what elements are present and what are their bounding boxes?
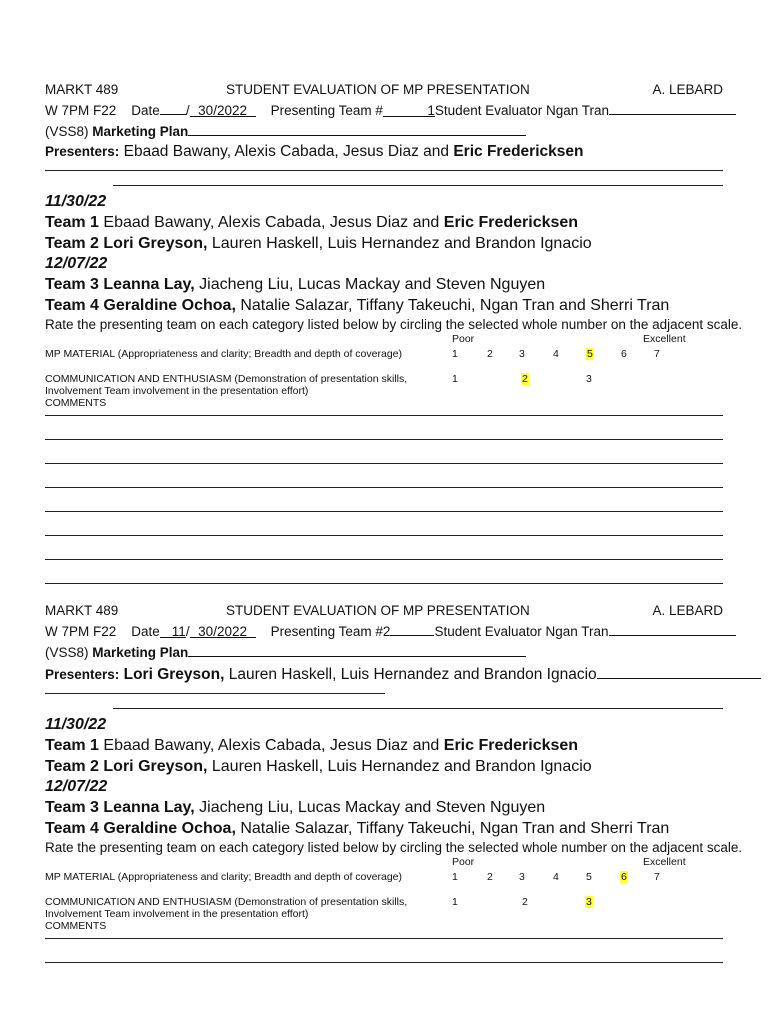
mp-score-4[interactable]: 4	[553, 871, 559, 883]
mp-score-2[interactable]: 2	[487, 871, 493, 883]
communication-label: COMMUNICATION AND ENTHUSIASM (Demonstration of presentation skills,	[45, 896, 408, 908]
comment-line[interactable]	[45, 938, 723, 939]
mp-score-6-selected[interactable]: 6	[621, 871, 627, 883]
mp-score-5-selected[interactable]: 5	[587, 348, 593, 360]
form-heading: STUDENT EVALUATION OF MP PRESENTATION	[226, 603, 530, 618]
communication-scale	[45, 896, 723, 934]
comment-line[interactable]	[45, 511, 723, 512]
team-line: Team 1 Ebaad Bawany, Alexis Cabada, Jesus Diaz and Eric Fredericksen	[45, 214, 579, 231]
team-line: Team 4 Geraldine Ochoa, Natalie Salazar, Tiffany Takeuchi, Ngan Tran and Sherri Tran	[45, 820, 670, 837]
excellent-label: Excellent	[643, 856, 686, 868]
presenters-row	[45, 663, 723, 685]
vss-label: (VSS8)	[45, 645, 89, 660]
communication-label-cont: Involvement Team involvement in the presentation effort)	[45, 385, 309, 397]
instructor-name: A. LEBARD	[652, 82, 723, 97]
presenters-bold-name: Eric Fredericksen	[453, 143, 584, 160]
evaluation-form-1	[45, 80, 743, 584]
presenters-row	[45, 142, 723, 162]
instructor-name: A. LEBARD	[652, 603, 723, 618]
mp-score-3[interactable]: 3	[519, 348, 525, 360]
evaluation-form-2	[45, 601, 743, 963]
divider-line	[45, 170, 723, 171]
date-label: Date	[131, 624, 160, 639]
poor-label: Poor	[452, 333, 475, 345]
marketing-plan-field[interactable]	[188, 641, 526, 657]
marketing-plan-row	[45, 120, 723, 141]
marketing-plan-label: Marketing Plan	[92, 124, 189, 139]
date-month-field[interactable]	[160, 99, 186, 115]
date-value-field[interactable]: 30/2022	[190, 101, 256, 117]
communication-scale	[45, 373, 723, 411]
presenting-team-field[interactable]: 1	[383, 101, 435, 117]
comm-score-3-selected[interactable]: 3	[586, 896, 592, 908]
team-line: Team 1 Ebaad Bawany, Alexis Cabada, Jesus Diaz and Eric Fredericksen	[45, 737, 579, 754]
comment-line[interactable]	[45, 463, 723, 464]
mp-score-1[interactable]: 1	[452, 871, 458, 883]
comment-line[interactable]	[45, 559, 723, 560]
mp-score-5[interactable]: 5	[586, 871, 592, 883]
comm-score-2[interactable]: 2	[522, 896, 528, 908]
section-label: W 7PM F22	[45, 624, 117, 639]
date-team-evaluator-row	[45, 99, 723, 120]
mp-score-1[interactable]: 1	[452, 348, 458, 360]
comm-score-1[interactable]: 1	[452, 373, 458, 385]
schedule-date: 12/07/22	[45, 778, 108, 795]
presenting-team-label: Presenting Team #	[270, 103, 383, 118]
mp-score-4[interactable]: 4	[553, 348, 559, 360]
form-heading: STUDENT EVALUATION OF MP PRESENTATION	[226, 82, 530, 97]
team-line: Team 3 Leanna Lay, Jiacheng Liu, Lucas Mackay and Steven Nguyen	[45, 799, 546, 816]
communication-label: COMMUNICATION AND ENTHUSIASM (Demonstration of presentation skills,	[45, 373, 408, 385]
date-label: Date	[131, 103, 160, 118]
marketing-plan-row	[45, 641, 723, 662]
form-header	[45, 80, 723, 99]
mp-material-scale	[45, 333, 723, 373]
comment-line[interactable]	[45, 583, 723, 584]
divider-line	[113, 185, 723, 186]
comment-line[interactable]	[45, 535, 723, 536]
team-line: Team 4 Geraldine Ochoa, Natalie Salazar, Tiffany Takeuchi, Ngan Tran and Sherri Tran	[45, 297, 670, 314]
poor-label: Poor	[452, 856, 475, 868]
comment-line[interactable]	[45, 415, 723, 416]
mp-score-2[interactable]: 2	[487, 348, 493, 360]
mp-material-label: MP MATERIAL (Appropriateness and clarity; Breadth and depth of coverage)	[45, 348, 402, 360]
mp-score-7[interactable]: 7	[654, 348, 660, 360]
presenting-team-label: Presenting Team #	[270, 624, 383, 639]
evaluator-label: Student Evaluator Ngan Tran	[434, 103, 610, 118]
mp-score-7[interactable]: 7	[654, 871, 660, 883]
mp-score-6[interactable]: 6	[621, 348, 627, 360]
date-separator: /	[185, 103, 190, 118]
date-team-evaluator-row	[45, 620, 723, 641]
comments-label: COMMENTS	[45, 397, 107, 409]
presenters-field[interactable]	[597, 663, 761, 679]
team-line: Team 2 Lori Greyson, Lauren Haskell, Luis Hernandez and Brandon Ignacio	[45, 235, 592, 252]
evaluator-field[interactable]	[609, 620, 736, 636]
schedule-date: 11/30/22	[45, 193, 107, 210]
date-value-field[interactable]: 30/2022	[190, 622, 256, 638]
course-code: MARKT 489	[45, 603, 119, 618]
section-label: W 7PM F22	[45, 103, 117, 118]
marketing-plan-field[interactable]	[188, 120, 526, 136]
date-month-field[interactable]: 11	[160, 622, 186, 638]
team-line: Team 2 Lori Greyson, Lauren Haskell, Luis Hernandez and Brandon Ignacio	[45, 758, 592, 775]
mp-score-3[interactable]: 3	[519, 871, 525, 883]
comment-line[interactable]	[45, 487, 723, 488]
rating-instruction: Rate the presenting team on each category listed below by circling the selected whole number on the adjacent scale.	[45, 317, 743, 332]
evaluator-field[interactable]	[609, 99, 736, 115]
comments-label: COMMENTS	[45, 920, 107, 932]
communication-label-cont: Involvement Team involvement in the presentation effort)	[45, 908, 309, 920]
presenters-bold-name: Lori Greyson,	[123, 666, 225, 683]
comm-score-2-selected[interactable]: 2	[522, 373, 528, 385]
marketing-plan-label: Marketing Plan	[92, 645, 189, 660]
course-code: MARKT 489	[45, 82, 119, 97]
rating-instruction: Rate the presenting team on each category listed below by circling the selected whole number on the adjacent scale.	[45, 840, 743, 855]
presenters-label: Presenters:	[45, 667, 120, 682]
schedule-date: 12/07/22	[45, 255, 108, 272]
comment-line[interactable]	[45, 439, 723, 440]
presenters-label: Presenters:	[45, 144, 120, 159]
mp-material-scale	[45, 856, 723, 896]
divider-line	[45, 693, 385, 694]
presenting-team-value[interactable]: 2	[382, 624, 391, 639]
comment-line[interactable]	[45, 962, 723, 963]
schedule-date: 11/30/22	[45, 716, 107, 733]
vss-label: (VSS8)	[45, 124, 89, 139]
excellent-label: Excellent	[643, 333, 686, 345]
team-line: Team 3 Leanna Lay, Jiacheng Liu, Lucas Mackay and Steven Nguyen	[45, 276, 546, 293]
comm-score-1[interactable]: 1	[452, 896, 458, 908]
evaluator-label: Student Evaluator Ngan Tran	[434, 624, 609, 639]
comm-score-3[interactable]: 3	[586, 373, 592, 385]
mp-material-label: MP MATERIAL (Appropriateness and clarity; Breadth and depth of coverage)	[45, 871, 402, 883]
presenters-names: Lauren Haskell, Luis Hernandez and Brandon Ignacio	[228, 666, 597, 683]
presenting-team-field[interactable]	[390, 620, 434, 636]
divider-line	[113, 708, 723, 709]
form-header	[45, 601, 723, 620]
date-separator: /	[185, 624, 190, 639]
presenters-names: Ebaad Bawany, Alexis Cabada, Jesus Diaz and	[123, 143, 450, 160]
